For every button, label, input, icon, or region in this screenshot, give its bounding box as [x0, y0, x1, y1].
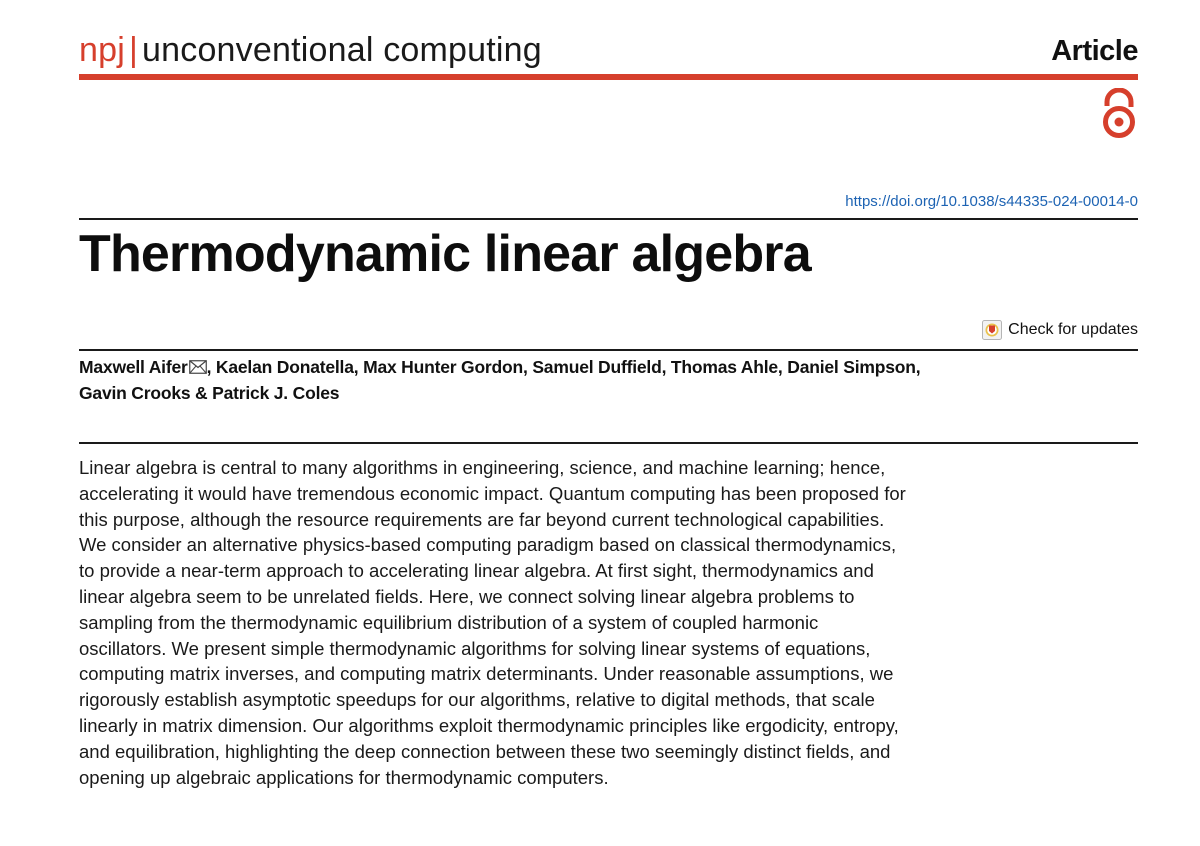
abstract-line: We consider an alternative physics-based computing paradigm based on classical thermodynamics, — [79, 534, 897, 556]
abstract-line: linearly in matrix dimension. Our algorithms exploit thermodynamic principles like ergodicity, entropy, — [79, 714, 899, 736]
envelope-icon[interactable] — [189, 360, 207, 374]
journal-separator: | — [128, 31, 139, 69]
article-type-label: Article — [1051, 35, 1138, 67]
authors-rule-top — [79, 349, 1138, 351]
abstract — [79, 455, 979, 790]
abstract-line: to provide a near-term approach to accelerating linear algebra. At first sight, thermodynamics and — [79, 560, 874, 582]
author-line-2: Gavin Crooks & Patrick J. Coles — [79, 383, 340, 403]
abstract-line: accelerating it would have tremendous economic impact. Quantum computing has been proposed for — [79, 482, 906, 504]
abstract-line: rigorously establish asymptotic speedups for our algorithms, relative to digital methods, that scale — [79, 689, 875, 711]
journal-name — [79, 30, 542, 70]
journal-title: unconventional computing — [142, 31, 542, 69]
open-access-lock-icon — [1100, 88, 1138, 140]
author-line-1 — [79, 354, 979, 380]
check-for-updates-button[interactable] — [982, 320, 1138, 340]
co-authors-line-1: , Kaelan Donatella, Max Hunter Gordon, Samuel Duffield, Thomas Ahle, Daniel Simpson, — [206, 357, 921, 377]
abstract-line: this purpose, although the resource requirements are far beyond current technological capabilities. — [79, 508, 885, 530]
corresponding-author[interactable]: Maxwell Aifer — [79, 357, 188, 377]
check-for-updates-label: Check for updates — [1008, 321, 1138, 338]
abstract-line: computing matrix inverses, and computing matrix determinants. Under reasonable assumptions, we — [79, 663, 894, 685]
abstract-line: sampling from the thermodynamic equilibrium distribution of a system of coupled harmonic — [79, 611, 819, 633]
title-rule-top — [79, 218, 1138, 220]
crossmark-icon — [982, 320, 1002, 340]
abstract-line: Linear algebra is central to many algorithms in engineering, science, and machine learning; hence, — [79, 457, 886, 478]
abstract-rule-top — [79, 442, 1138, 444]
author-list — [79, 354, 979, 406]
abstract-line: oscillators. We present simple thermodynamic algorithms for solving linear systems of equations, — [79, 637, 871, 659]
header-rule — [79, 74, 1138, 80]
journal-prefix: npj — [79, 31, 125, 69]
abstract-line: and equilibration, highlighting the deep connection between these two seemingly distinct fields, and — [79, 740, 891, 762]
abstract-line: linear algebra seem to be unrelated fields. Here, we connect solving linear algebra problems to — [79, 585, 855, 607]
doi-link[interactable]: https://doi.org/10.1038/s44335-024-00014-0 — [845, 193, 1138, 210]
paper-title: Thermodynamic linear algebra — [79, 225, 811, 283]
abstract-line: opening up algebraic applications for thermodynamic computers. — [79, 766, 609, 788]
